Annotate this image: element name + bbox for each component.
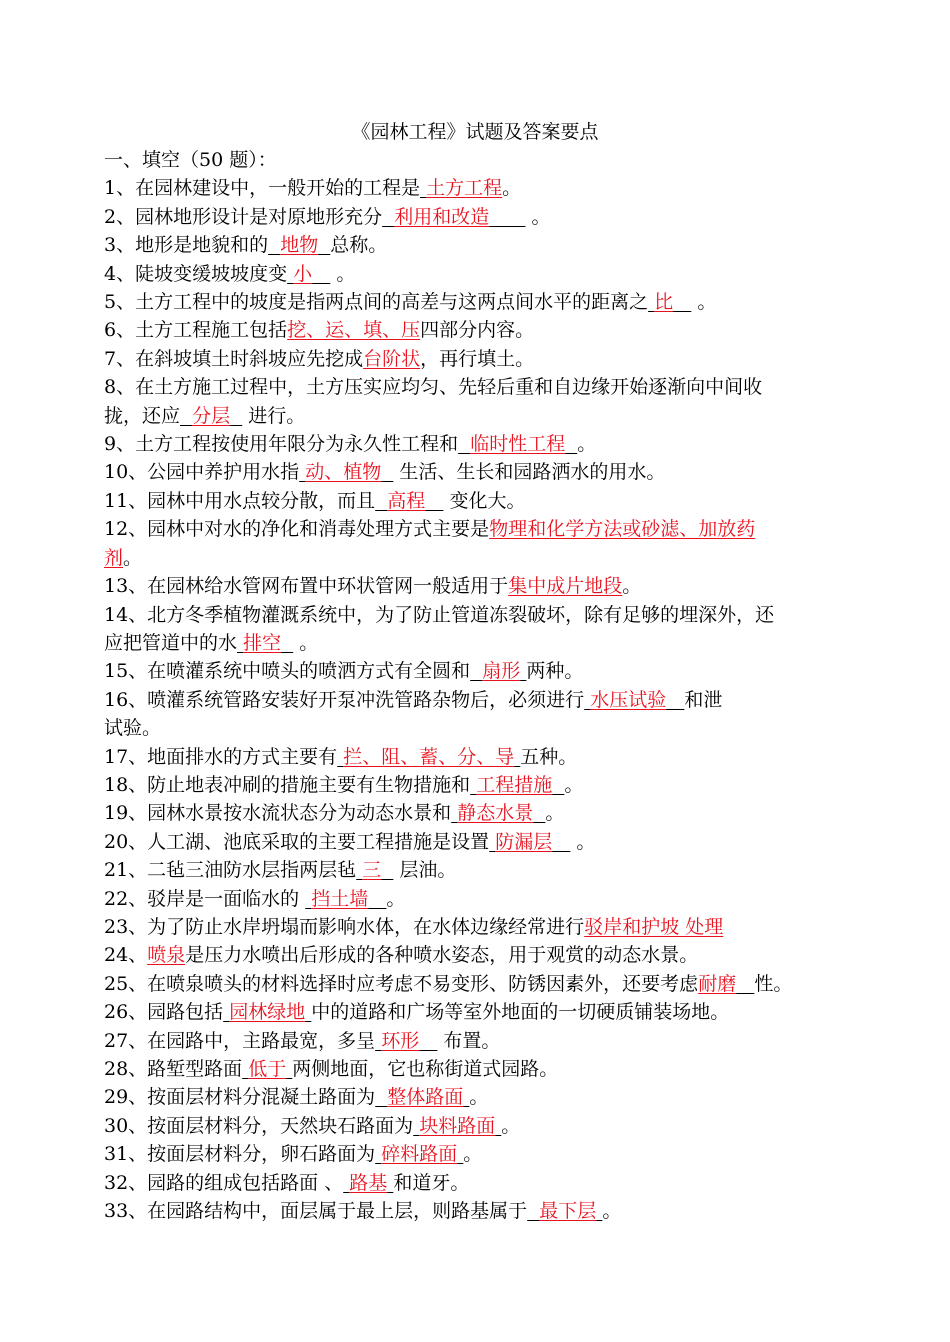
question-line [104,771,856,799]
question-text: 。 [502,177,522,200]
answer-text: 比 [654,291,674,314]
question-line [104,970,856,998]
question-text: 11、园林中用水点较分散，而且 [104,489,376,512]
blank-underline [489,206,525,228]
blank-underline [318,234,330,256]
blank-underline [458,433,470,455]
question-text: 29、按面层材料分混凝土路面为 [104,1086,376,1109]
question-text: 18、防止地表冲刷的措施主要有生物措施和 [104,773,471,796]
question-line [104,174,856,202]
question-line [104,345,856,373]
answer-text: 分层 [192,404,231,427]
question-text: 24、 [104,944,148,967]
blank-underline [552,831,570,853]
document-body [104,146,856,1225]
question-text: 22、驳岸是一面临水的 [104,887,306,910]
blank-underline [527,1200,539,1222]
answer-text: 排空 [243,631,282,654]
blank-underline [533,802,545,824]
question-text: 。 [386,887,406,910]
question-line [104,657,856,685]
blank-underline [180,405,192,427]
question-text: 12、园林中对水的净化和消毒处理方式主要是 [104,518,490,541]
blank-underline [382,206,394,228]
question-text: 。 [622,575,642,598]
question-text: 试验。 [104,717,162,740]
question-line [104,1027,856,1055]
answer-text: 地物 [280,234,319,257]
question-text: 13、在园林给水管网布置中环状管网一般适用于 [104,575,509,598]
blank-underline [375,1086,387,1108]
question-line [104,1083,856,1111]
question-text: 2、园林地形设计是对原地形充分 [104,205,383,228]
question-line [104,430,856,458]
question-line [104,941,856,969]
answer-text: 水压试验 [590,688,667,711]
question-text: 两种。 [526,660,584,683]
question-text: 16、喷灌系统管路安装好开泵冲洗管路杂物后，必须进行 [104,688,585,711]
answer-text: 整体路面 [387,1086,464,1109]
question-text: 27、在园路中，主路最宽，多呈 [104,1029,376,1052]
question-line [104,515,856,543]
answer-text: 临时性工程 [470,433,566,456]
question-text: 。 [564,773,584,796]
answer-text: 三 [362,859,382,882]
question-text: 21、二毡三油防水层指两层毡 [104,859,357,882]
question-text: 中的道路和广场等室外地面的一切硬质铺装场地。 [311,1001,730,1024]
question-line [104,458,856,486]
question-text: 五种。 [520,745,578,768]
question-line [104,1197,856,1225]
question-line [104,572,856,600]
answer-text: 环形 [381,1029,420,1052]
blank-underline [230,405,242,427]
question-line [104,1112,856,1140]
answer-text: 低于 [248,1058,287,1080]
question-text: 19、园林水景按水流状态分为动态水景和 [104,802,452,825]
question-line [104,856,856,884]
answer-text: 喷泉 [147,944,186,967]
question-line [104,544,856,572]
blank-underline [368,888,386,910]
answer-text: 驳岸和护坡 处理 [584,915,724,938]
answer-text: 小 [293,262,313,285]
question-text: 20、人工湖、池底采取的主要工程措施是设置 [104,830,490,853]
question-text: 23、为了防止水岸坍塌而影响水体，在水体边缘经常进行 [104,915,585,938]
answer-text: 拦、阻、蓄、分、导 [343,745,515,768]
question-text: ，再行填土。 [420,347,535,370]
question-text: 。 [691,291,717,314]
question-line [104,1140,856,1168]
blank-underline [666,689,684,711]
question-line [104,1055,856,1083]
answer-text: 路基 [349,1171,388,1194]
question-line [104,799,856,827]
question-text: 和道牙。 [393,1171,470,1194]
blank-underline [673,291,691,313]
question-text: 4、陡坡变缓坡坡度变 [104,262,288,285]
answer-text: 防漏层 [495,830,553,853]
answer-text: 集中成片地段 [508,575,623,598]
question-line [104,686,856,714]
question-text: 。 [123,546,143,569]
question-line [104,913,856,941]
question-text: 10、公园中养护用水指 [104,461,300,484]
answer-text: 块料路面 [419,1114,496,1137]
question-text: 32、园路的组成包括路面 、 [104,1171,344,1194]
document-title: 《园林工程》试题及答案要点 [351,121,599,143]
question-text: 。 [469,1086,489,1109]
answer-text: 园林绿地 [229,1001,306,1024]
question-line [104,316,856,344]
answer-text: 工程措施 [476,773,553,796]
answer-text: 静态水景 [457,802,534,825]
question-line [104,402,856,430]
question-text: 5、土方工程中的坡度是指两点间的高差与这两点间水平的距离之 [104,291,649,314]
answer-text: 台阶状 [363,347,421,370]
question-text: 33、在园路结构中，面层属于最上层，则路基属于 [104,1200,528,1223]
question-text: 两侧地面，它也称街道式园路。 [292,1058,559,1080]
question-text: 进行。 [242,404,306,427]
blank-underline [552,774,564,796]
question-text: 生活、生长和园路洒水的用水。 [393,461,666,484]
blank-underline [470,660,482,682]
question-text: 30、按面层材料分，天然块石路面为 [104,1114,414,1137]
answer-text: 扇形 [482,660,521,683]
question-text: 1、在园林建设中，一般开始的工程是 [104,177,421,200]
question-line [104,288,856,316]
answer-text: 物理和化学方法或砂滤、加放药 [489,518,756,541]
question-line [104,231,856,259]
question-text: 31、按面层材料分，卵石路面为 [104,1143,376,1166]
question-line [104,828,856,856]
blank-underline [736,973,754,995]
answer-text: 耐磨 [698,972,737,995]
question-text: 9、土方工程按使用年限分为永久性工程和 [104,433,459,456]
question-text: 。 [463,1143,483,1166]
answer-text: 碎料路面 [381,1143,458,1166]
question-line [104,885,856,913]
section-heading: 一、填空（50 题）： [104,149,277,171]
question-text: 总称。 [330,234,388,257]
blank-underline [381,461,393,483]
question-text: 。 [545,802,565,825]
question-text: 25、在喷泉喷头的材料选择时应考虑不易变形、防锈因素外，还要考虑 [104,972,699,995]
answer-text: 最下层 [539,1200,597,1223]
question-text: 7、在斜坡填土时斜坡应先挖成 [104,347,364,370]
question-text: 6、土方工程施工包括 [104,319,288,342]
blank-underline [312,263,330,285]
question-text: 布置。 [437,1029,501,1052]
question-text: 和泄 [684,688,723,711]
answer-text: 挖、运、填、压 [287,319,421,342]
question-line [104,1169,856,1197]
question-text: 性。 [754,972,793,995]
question-line [104,373,856,401]
question-text: 28、路堑型路面 [104,1058,243,1080]
blank-underline [281,632,293,654]
question-line [104,203,856,231]
answer-text: 土方工程 [426,177,503,200]
blank-underline [425,490,443,512]
question-text: 应把管道中的水 [104,631,238,654]
question-text: 。 [293,631,319,654]
question-text: 14、北方冬季植物灌溉系统中，为了防止管道冻裂破坏，除有足够的埋深外，还 [104,603,775,626]
question-text: 四部分内容。 [420,319,535,342]
answer-text: 动、植物 [305,461,382,484]
answer-text: 利用和改造 [394,205,490,228]
question-text: 拢，还应 [104,404,181,427]
question-text: 8、在土方施工过程中，土方压实应均匀、先轻后重和自边缘开始逐渐向中间收 [104,376,763,399]
question-text: 。 [577,433,597,456]
question-text: 。 [501,1114,521,1137]
blank-underline [565,433,577,455]
question-text: 。 [570,830,596,853]
question-text: 变化大。 [443,489,526,512]
question-text: 。 [330,262,356,285]
question-line [104,998,856,1026]
question-line [104,743,856,771]
blank-underline [268,234,280,256]
question-line [104,260,856,288]
blank-underline [419,1030,437,1052]
question-text: 26、园路包括 [104,1001,224,1024]
question-text: 。 [602,1200,622,1223]
question-line [104,714,856,742]
answer-text: 挡土墙 [311,887,369,910]
answer-text: 高程 [387,489,426,512]
question-text: 17、地面排水的方式主要有 [104,745,338,768]
question-text: 。 [525,205,551,228]
answer-text: 剂 [104,546,124,569]
blank-underline [381,859,393,881]
blank-underline [375,490,387,512]
question-text: 是压力水喷出后形成的各种喷水姿态，用于观赏的动态水景。 [185,944,699,967]
question-text: 层油。 [393,859,457,882]
question-line [104,629,856,657]
question-line [104,601,856,629]
question-text: 3、地形是地貌和的 [104,234,269,257]
question-line [104,487,856,515]
question-text: 15、在喷灌系统中喷头的喷洒方式有全圆和 [104,660,471,683]
